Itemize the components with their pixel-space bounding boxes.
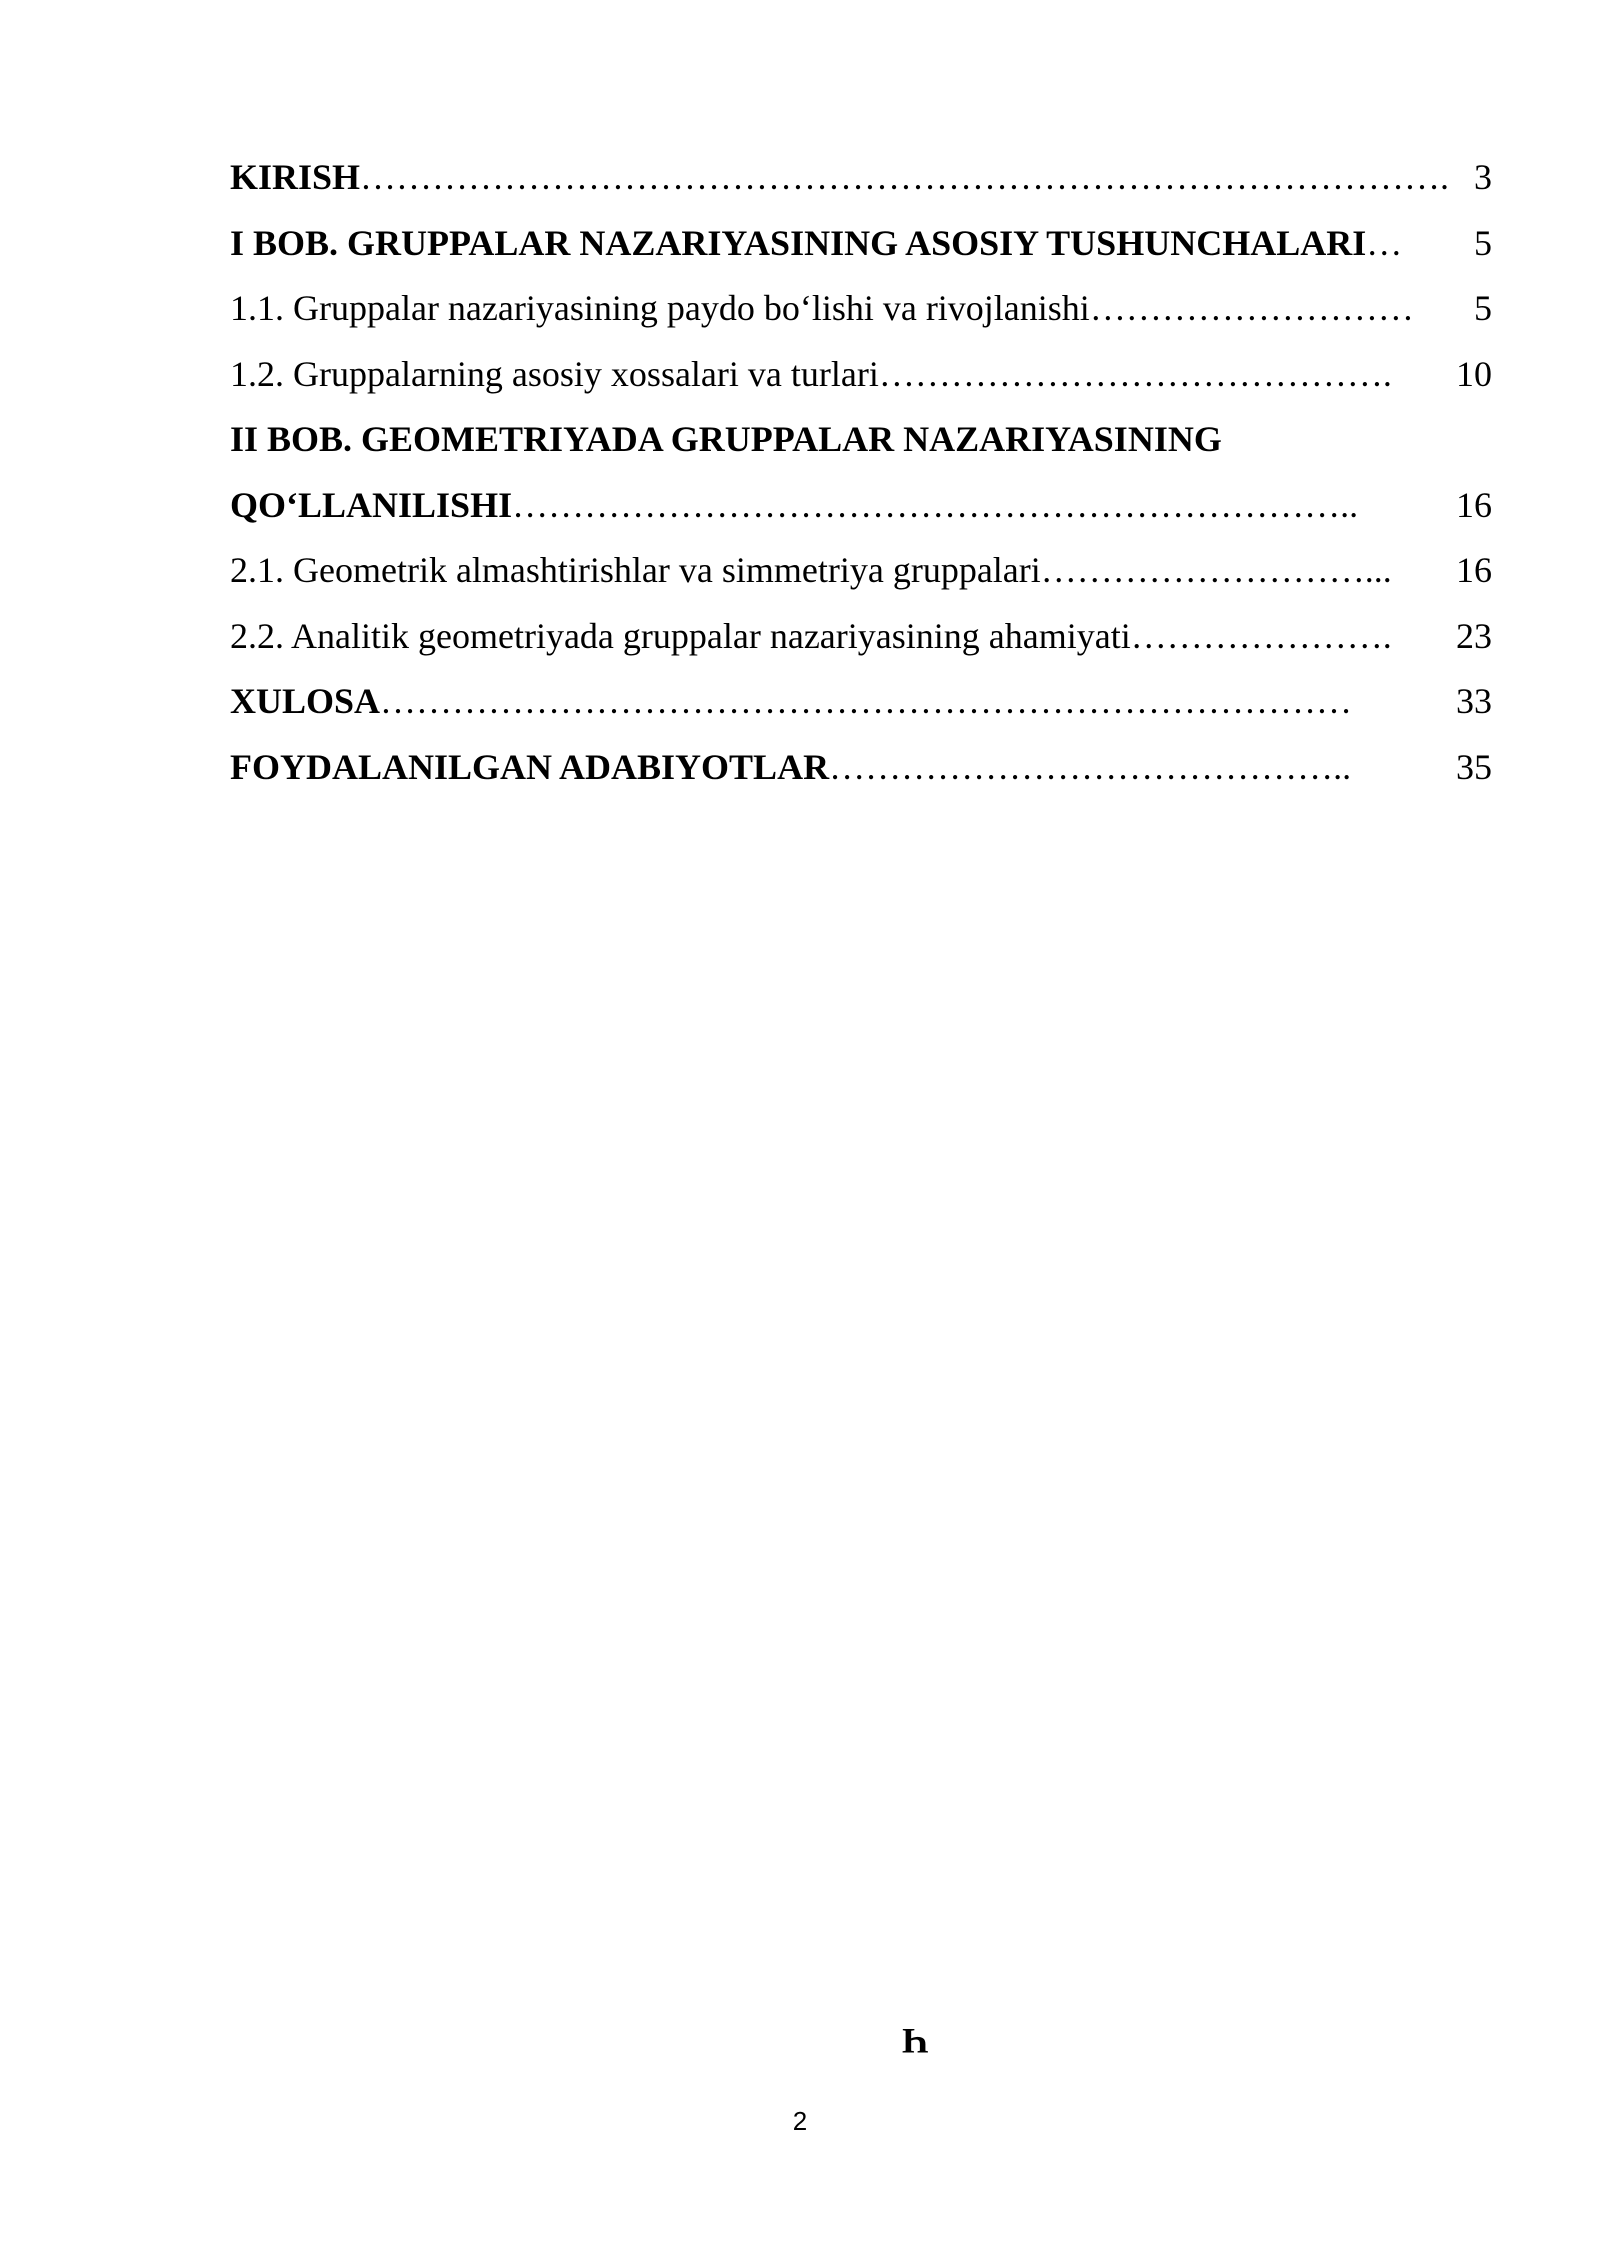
toc-page-number: 23 [1456,615,1492,656]
stray-mark: Ч [902,2021,929,2061]
toc-page-number: 16 [1456,550,1492,590]
toc-entry-xulosa [230,669,1492,735]
toc-page-number: 5 [1474,222,1492,263]
toc-entry-chapter-2-line-2 [230,473,1492,539]
toc-leader-dots: ……………………………………. [878,353,1392,394]
toc-entry-adabiyotlar [230,735,1492,801]
toc-page-number: 3 [1474,157,1492,197]
page-number: 2 [792,2106,808,2136]
table-of-contents [230,145,1492,800]
toc-entry-title: FOYDALANILGAN ADABIYOTLAR [230,746,830,787]
toc-leader-dots: ……………………… [1089,288,1414,328]
toc-page-number: 33 [1456,681,1492,721]
toc-entry-title: XULOSA [230,681,381,721]
toc-entry-title: QO‘LLANILISHI [230,484,513,525]
toc-entry-title: KIRISH [230,157,361,197]
toc-entry-section-1-1 [230,276,1492,342]
toc-entry-chapter-2-line-1 [230,407,1492,473]
toc-leader-dots: … [1366,222,1403,263]
toc-entry-title: 2.1. Geometrik almashtirishlar va simmetriya gruppalari [230,550,1041,590]
toc-entry-title: II BOB. GEOMETRIYADA GRUPPALAR NAZARIYASINING [230,419,1222,459]
toc-page-number: 10 [1456,353,1492,394]
toc-page-number: 35 [1456,746,1492,787]
toc-leader-dots: ………………………………………………………………………………. [360,157,1450,197]
toc-page-number: 5 [1474,288,1492,328]
toc-entry-title: 1.2. Gruppalarning asosiy xossalari va turlari [230,353,879,394]
toc-leader-dots: ……………………………………………………………………… [380,681,1353,721]
toc-leader-dots: …………………………………….. [829,746,1352,787]
toc-entry-section-2-1 [230,538,1492,604]
toc-leader-dots: ………………………... [1040,550,1392,590]
toc-leader-dots: …………………. [1130,615,1392,656]
toc-entry-section-1-2 [230,342,1492,408]
toc-entry-title: 2.2. Analitik geometriyada gruppalar nazariyasining ahamiyati [230,615,1131,656]
toc-entry-kirish [230,145,1492,211]
toc-entry-chapter-1 [230,211,1492,277]
toc-entry-title: I BOB. GRUPPALAR NAZARIYASINING ASOSIY TUSHUNCHALARI [230,222,1367,263]
toc-leader-dots: …………………………………………………………….. [512,484,1359,525]
toc-page-number: 16 [1456,484,1492,525]
toc-entry-section-2-2 [230,604,1492,670]
toc-entry-title: 1.1. Gruppalar nazariyasining paydo bo‘lishi va rivojlanishi [230,288,1090,328]
